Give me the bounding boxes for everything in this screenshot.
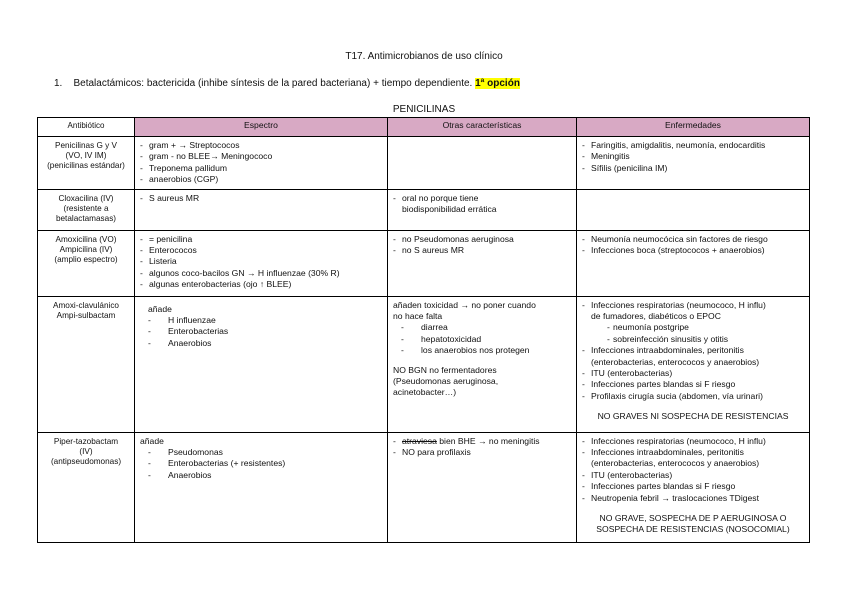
- list-item: - gram + → Streptococos: [140, 140, 382, 151]
- list-item: - Treponema pallidum: [140, 163, 382, 174]
- list-item: - Profilaxis cirugía sucia (abdomen, vía urinari): [582, 391, 804, 402]
- other-note-line: NO BGN no fermentadores: [393, 364, 497, 375]
- list-item: - Meningitis: [582, 151, 804, 162]
- list-item: - Faringitis, amigdalitis, neumonía, endocarditis: [582, 140, 804, 151]
- list-item: - NO para profilaxis: [393, 447, 571, 458]
- list-item: - Infecciones intraabdominales, peritonitis (enterobacterias, enterococos y anaerobios): [582, 345, 804, 368]
- section-heading: [54, 78, 520, 89]
- heading-text: Betalactámicos: bactericida (inhibe síntesis de la pared bacteriana) + tiempo dependiente.: [73, 78, 473, 89]
- other-cell: [388, 137, 577, 190]
- list-item: - hepatotoxicidad: [393, 334, 571, 345]
- list-item: - no S aureus MR: [393, 245, 571, 256]
- drug-line: Amoxicilina (VO): [55, 234, 117, 244]
- spectrum-intro: añade: [148, 303, 172, 314]
- drug-line: (amplio espectro): [54, 254, 118, 264]
- list-item-text: bien BHE → no meningitis: [436, 435, 540, 446]
- drug-line: Ampicilina (IV): [59, 244, 113, 254]
- list-item-text: Infecciones respiratorias (neumococo, H influ): [591, 299, 766, 310]
- list-item: - H influenzae: [140, 315, 382, 326]
- list-item: - Neumonía neumocócica sin factores de riesgo: [582, 234, 804, 245]
- drug-cell: [38, 432, 135, 542]
- other-intro-line: añaden toxicidad → no poner cuando: [393, 299, 536, 310]
- diseases-cell: [577, 230, 810, 296]
- drug-line: Piper-tazobactam: [53, 436, 119, 446]
- other-cell: [388, 189, 577, 230]
- drug-cell: [38, 137, 135, 190]
- table-row: [38, 189, 810, 230]
- diseases-cell: [577, 137, 810, 190]
- list-item: - Infecciones intraabdominales, peritonitis (enterobacterias, enterococos y anaerobios): [582, 447, 804, 470]
- spectrum-intro: añade: [140, 435, 164, 446]
- table-row: [38, 432, 810, 542]
- list-item: - Infecciones partes blandas si F riesgo: [582, 481, 804, 492]
- list-item: - anaerobios (CGP): [140, 174, 382, 185]
- list-item: - Infecciones partes blandas si F riesgo: [582, 379, 804, 390]
- drug-line: (VO, IV IM): [65, 151, 107, 160]
- warning-note-line: NO GRAVE, SOSPECHA DE P AERUGINOSA O: [599, 513, 787, 524]
- drug-line: Ampi-sulbactam: [56, 310, 116, 320]
- drug-line: Cloxacilina (IV): [58, 193, 114, 203]
- table-row: [38, 230, 810, 296]
- other-note-line: acinetobacter…): [393, 387, 457, 398]
- list-item: - Anaerobios: [140, 338, 382, 349]
- list-item: - Listeria: [140, 256, 382, 267]
- list-item: - neumonía postgripe: [604, 322, 804, 333]
- list-item: - = penicilina: [140, 234, 382, 245]
- list-item: - Infecciones boca (streptococos + anaerobios): [582, 245, 804, 256]
- diseases-cell: [577, 432, 810, 542]
- document-title: T17. Antimicrobianos de uso clínico: [345, 51, 503, 62]
- table-header-row: [38, 118, 810, 137]
- list-item: - S aureus MR: [140, 193, 382, 204]
- other-cell: [388, 296, 577, 432]
- diseases-cell: [577, 189, 810, 230]
- drug-line: (penicilinas estándar): [47, 161, 125, 170]
- heading-number: 1.: [54, 78, 63, 89]
- spectrum-cell: [135, 230, 388, 296]
- spectrum-cell: [135, 137, 388, 190]
- spectrum-cell: [135, 432, 388, 542]
- drug-line: (antipseudomonas): [50, 456, 122, 466]
- other-intro-line: no hace falta: [393, 311, 443, 322]
- other-note-line: (Pseudomonas aeruginosa,: [393, 376, 499, 387]
- other-cell: [388, 230, 577, 296]
- list-item: - sobreinfección sinusitis y otitis: [604, 334, 804, 345]
- list-item: [582, 300, 804, 323]
- drug-cell: [38, 296, 135, 432]
- list-item-text: biodisponibilidad errática: [402, 204, 497, 215]
- header-other: Otras características: [388, 118, 577, 137]
- list-item: - Pseudomonas: [140, 447, 382, 458]
- list-item-text: oral no porque tiene: [402, 192, 479, 203]
- header-spectrum: Espectro: [135, 118, 388, 137]
- drug-line: (resistente a: [63, 203, 109, 213]
- list-item: [393, 193, 571, 216]
- other-cell: [388, 432, 577, 542]
- warning-note: NO GRAVES NI SOSPECHA DE RESISTENCIAS: [597, 411, 789, 422]
- list-item: - Enterobacterias: [140, 326, 382, 337]
- list-item: - algunas enterobacterias (ojo ↑ BLEE): [140, 279, 382, 290]
- list-item: [393, 436, 571, 447]
- list-item: - los anaerobios nos protegen: [393, 345, 571, 356]
- list-item: - Anaerobios: [140, 470, 382, 481]
- list-item-text: de fumadores, diabéticos o EPOC: [591, 311, 721, 322]
- list-item: - Neutropenia febril → traslocaciones TDigest: [582, 493, 804, 504]
- drug-line: Amoxi-clavulánico: [53, 300, 119, 310]
- list-item: - gram - no BLEE→ Meningococo: [140, 151, 382, 162]
- struck-text: atraviesa: [402, 435, 437, 446]
- drug-line: Penicilinas G y V: [55, 141, 117, 150]
- drug-cell: [38, 189, 135, 230]
- list-item: - diarrea: [393, 322, 571, 333]
- header-diseases: Enfermedades: [577, 118, 810, 137]
- list-item: - no Pseudomonas aeruginosa: [393, 234, 571, 245]
- warning-note-line: SOSPECHA DE RESISTENCIAS (NOSOCOMIAL): [596, 524, 790, 535]
- spectrum-cell: [135, 189, 388, 230]
- header-antibiotic: Antibiótico: [38, 118, 135, 137]
- diseases-cell: [577, 296, 810, 432]
- drug-line: (IV): [79, 446, 93, 456]
- table-row: [38, 137, 810, 190]
- spectrum-cell: [135, 296, 388, 432]
- list-item: - Enterococos: [140, 245, 382, 256]
- highlight-first-option: 1ª opción: [475, 78, 520, 89]
- list-item: - Infecciones respiratorias (neumococo, H influ): [582, 436, 804, 447]
- penicillins-table: [37, 117, 810, 543]
- list-item: - algunos coco-bacilos GN → H influenzae (30% R): [140, 268, 382, 279]
- list-item: - Enterobacterias (+ resistentes): [140, 458, 382, 469]
- table-caption: PENICILINAS: [392, 104, 456, 115]
- drug-line: betalactamasas): [55, 213, 117, 223]
- table-row: [38, 296, 810, 432]
- list-item: - ITU (enterobacterias): [582, 470, 804, 481]
- drug-cell: [38, 230, 135, 296]
- list-item: - ITU (enterobacterias): [582, 368, 804, 379]
- list-item: - Sífilis (penicilina IM): [582, 163, 804, 174]
